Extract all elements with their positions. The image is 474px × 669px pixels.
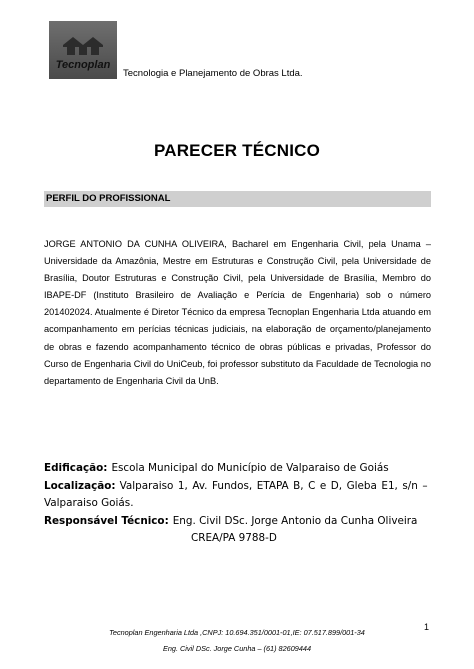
localizacao-value	[120, 478, 428, 496]
crea-number: CREA/PA 9788-D	[191, 532, 277, 544]
section-title: PERFIL DO PROFISSIONAL	[46, 193, 171, 204]
localizacao-line-2: Valparaiso Goiás.	[44, 497, 134, 509]
responsavel-value: Eng. Civil DSc. Jorge Antonio da Cunha Oliveira	[172, 514, 418, 527]
document-title: PARECER TÉCNICO	[153, 141, 321, 160]
localizacao-row	[44, 478, 434, 496]
logo-text: Tecnoplan	[55, 59, 111, 71]
responsavel-row	[44, 513, 434, 531]
profile-paragraph: JORGE ANTONIO DA CUNHA OLIVEIRA, Bacharel em Engenharia Civil, pela Unama – Universidade da Amazônia, Mestre em Estruturas e Construção Civil, pela Universidade de Brasília, Doutor Estruturas e Construção Civil, pela Universidade de Brasília, Membro do IBAPE-DF (Instituto Brasileiro de Avaliação e Perícia de Engenharia) sob o número 201402024. Atualmente é Diretor Técnico da empresa Tecnoplan Engenharia Ltda atuando em acompanhamento em perícias técnicas judiciais, na elaboração de orçamento/planejamento de obras e fazendo acompanhamento técnico de obras públicas e privadas, Professor do Curso de Engenharia Civil do UniCeub, foi professor substituto da Faculdade de Tecnologia no departamento de Engenharia Civil da UnB.	[44, 239, 431, 386]
edificacao-row	[44, 460, 434, 478]
page-number: 1	[424, 622, 430, 632]
company-logo	[49, 21, 117, 79]
edificacao-label: Edificação:	[44, 462, 108, 474]
project-info	[44, 460, 434, 548]
localizacao-line-1: Valparaiso 1, Av. Fundos, ETAPA B, C e D, Gleba E1, s/n –	[119, 479, 428, 492]
section-header-bar	[44, 191, 431, 207]
footer-contact: Eng. Civil DSc. Jorge Cunha – (61) 82609444	[162, 644, 312, 653]
localizacao-label: Localização:	[44, 479, 116, 492]
company-tagline: Tecnologia e Planejamento de Obras Ltda.	[123, 68, 303, 79]
building-icon	[59, 31, 107, 57]
footer-company-info: Tecnoplan Engenharia Ltda ,CNPJ: 10.694.351/0001-01,IE: 07.517.899/001-34	[109, 628, 365, 637]
edificacao-value: Escola Municipal do Município de Valparaiso de Goiás	[111, 462, 389, 474]
responsavel-label: Responsável Técnico:	[44, 514, 169, 527]
